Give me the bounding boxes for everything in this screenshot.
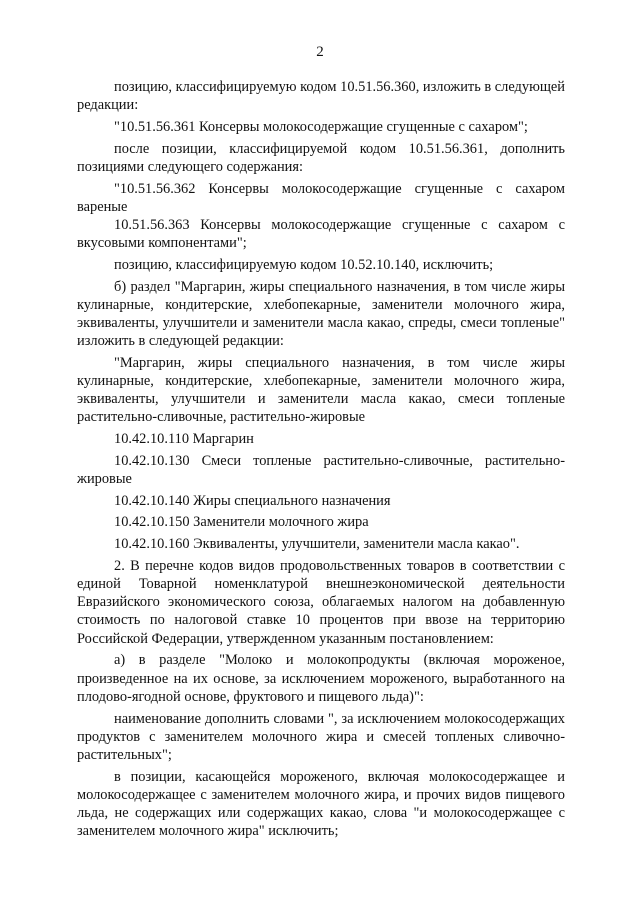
paragraph: позицию, классифицируемую кодом 10.52.10.140, исключить; <box>114 256 494 273</box>
paragraph: 10.42.10.160 Эквиваленты, улучшители, заменители масла какао". <box>114 536 520 553</box>
paragraph: 10.51.56.363 Консервы молокосодержащие сгущенные с сахаром с вкусовыми компонентами"; <box>77 216 565 252</box>
paragraph: 10.42.10.140 Жиры специального назначения <box>114 492 391 509</box>
paragraph: 10.42.10.150 Заменители молочного жира <box>114 514 369 531</box>
paragraph: "10.51.56.362 Консервы молокосодержащие сгущенные с сахаром вареные <box>77 180 565 215</box>
paragraph: в позиции, касающейся мороженого, включая молокосодержащее и молокосодержащее с заменителем молочного жира, и прочих видов пищевого льда, не содержащих или содержащих какао, слова "и молокосодержащее с заменителем молочного жира" исключить; <box>77 768 565 840</box>
paragraph: после позиции, классифицируемой кодом 10.51.56.361, дополнить позициями следующего содержания: <box>77 140 565 175</box>
paragraph: "Маргарин, жиры специального назначения, в том числе жиры кулинарные, кондитерские, хлебопекарные, заменители молочного жира, эквиваленты, улучшители и заменители масла какао, смеси топленые растительно-сливочные, растительно-жировые <box>77 354 565 426</box>
page-number: 2 <box>316 44 324 60</box>
paragraph: 2. В перечне кодов видов продовольственных товаров в соответствии с единой Товарной номенклатурой внешнеэкономической деятельности Евразийского экономического союза, облагаемых налогом на добавленную стоимость по налоговой ставке 10 процентов при ввозе на территорию Российской Федерации, утвержденном указанным постановлением: <box>77 557 565 647</box>
paragraph: 10.42.10.110 Маргарин <box>114 431 254 448</box>
paragraph: б) раздел "Маргарин, жиры специального назначения, в том числе жиры кулинарные, кондитерские, хлебопекарные, заменители молочного жира, эквиваленты, улучшители и заменители масла какао, спреды, смеси топленые" изложить в следующей редакции: <box>77 278 565 350</box>
paragraph: 10.42.10.130 Смеси топленые растительно-сливочные, растительно-жировые <box>77 452 565 488</box>
paragraph: наименование дополнить словами ", за исключением молокосодержащих продуктов с заменителем молочного жира и смесей топленых сливочно-растительных"; <box>77 710 565 763</box>
paragraph: а) в разделе "Молоко и молокопродукты (включая мороженое, произведенное на их основе, за исключением мороженого, выработанного на плодово-ягодной основе, фруктового и пищевого льда)": <box>77 652 565 705</box>
paragraph: "10.51.56.361 Консервы молокосодержащие сгущенные с сахаром"; <box>114 118 528 135</box>
document-body <box>77 78 565 844</box>
paragraph: позицию, классифицируемую кодом 10.51.56.360, изложить в следующей редакции: <box>77 79 565 114</box>
